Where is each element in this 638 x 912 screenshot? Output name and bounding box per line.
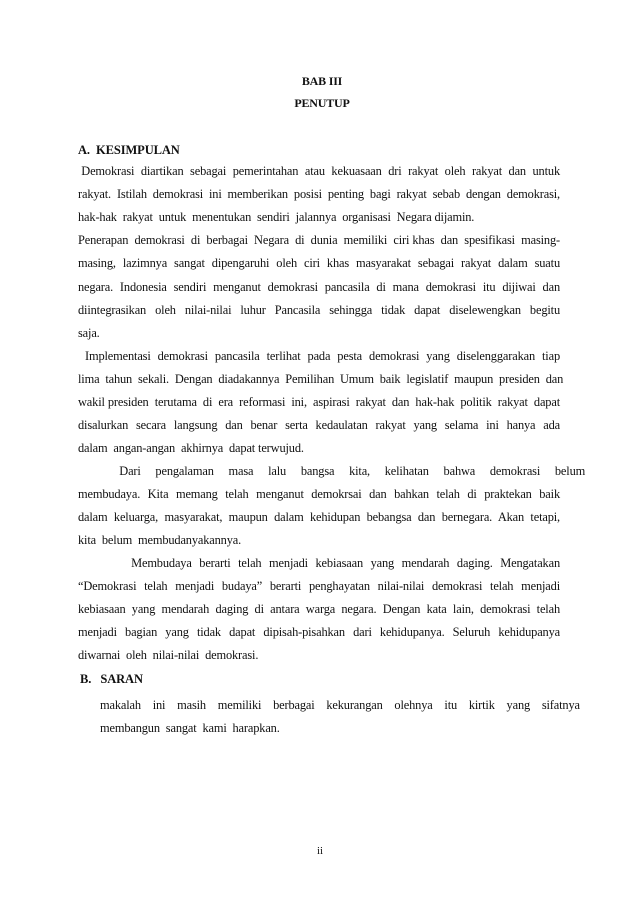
section-heading-saran: B. SARAN (80, 672, 143, 686)
paragraph-line: “Demokrasi telah menjadi budaya” berarti penghayatan nilai-nilai demokrasi telah menjadi (78, 579, 560, 593)
page-number: ii (316, 845, 324, 857)
paragraph-line: saja. (78, 326, 100, 340)
paragraph-line: disalurkan secara langsung dan benar serta kedaulatan rakyat yang selama ini hanya ada (78, 418, 560, 432)
paragraph-line: diwarnai oleh nilai-nilai demokrasi. (78, 648, 259, 662)
paragraph-line: negara. Indonesia sendiri menganut demokrasi pancasila di mana demokrasi itu dijiwai dan (78, 280, 560, 294)
paragraph-line: lima tahun sekali. Dengan diadakannya Pemilihan Umum baik legislatif maupun presiden dan (78, 372, 564, 386)
paragraph-line: Implementasi demokrasi pancasila terlihat pada pesta demokrasi yang diselenggarakan tiap (78, 349, 560, 363)
paragraph-line: Demokrasi diartikan sebagai pemerintahan atau kekuasaan dri rakyat oleh rakyat dan untuk (78, 164, 560, 178)
paragraph-line: masing, lazimnya sangat dipengaruhi oleh ciri khas masyarakat sebagai rakyat dalam suatu (78, 256, 560, 270)
section-heading-kesimpulan: A. KESIMPULAN (78, 143, 180, 157)
paragraph-line: dalam angan-angan akhirnya dapat terwujud. (78, 441, 304, 455)
paragraph-line: menjadi bagian yang tidak dapat dipisah-pisahkan dari kehidupanya. Seluruh kehidupanya (78, 625, 560, 639)
chapter-title: PENUTUP (294, 96, 350, 110)
paragraph-line: membudaya. Kita memang telah menganut demokrsai dan bahkan telah di praktekan baik (78, 487, 560, 501)
paragraph-line: Dari pengalaman masa lalu bangsa kita, kelihatan bahwa demokrasi belum (78, 464, 586, 478)
paragraph-line: makalah ini masih memiliki berbagai kekurangan olehnya itu kirtik yang sifatnya (100, 698, 580, 712)
paragraph-line: dalam keluarga, masyarakat, maupun dalam kehidupan bebangsa dan bernegara. Akan tetapi, (78, 510, 560, 524)
paragraph-line: kita belum membudanyakannya. (78, 533, 242, 547)
paragraph-line: kebiasaan yang mendarah daging di antara warga negara. Dengan kata lain, demokrasi telah (78, 602, 560, 616)
paragraph-line: Penerapan demokrasi di berbagai Negara di dunia memiliki ciri khas dan spesifikasi masing- (78, 233, 560, 247)
paragraph-line: rakyat. Istilah demokrasi ini memberikan posisi penting bagi rakyat sebab dengan demokrasi, (78, 187, 560, 201)
paragraph-line: membangun sangat kami harapkan. (100, 721, 280, 735)
chapter-label: BAB III (301, 74, 343, 88)
paragraph-line: hak-hak rakyat untuk menentukan sendiri jalannya organisasi Negara dijamin. (78, 210, 475, 224)
paragraph-line: wakil presiden terutama di era reformasi ini, aspirasi rakyat dan hak-hak politik rakyat dapat (78, 395, 560, 409)
paragraph-line: Membudaya berarti telah menjadi kebiasaan yang mendarah daging. Mengatakan (78, 556, 560, 570)
paragraph-line: diintegrasikan oleh nilai-nilai luhur Pancasila sehingga tidak dapat diselewengkan begitu (78, 303, 560, 317)
